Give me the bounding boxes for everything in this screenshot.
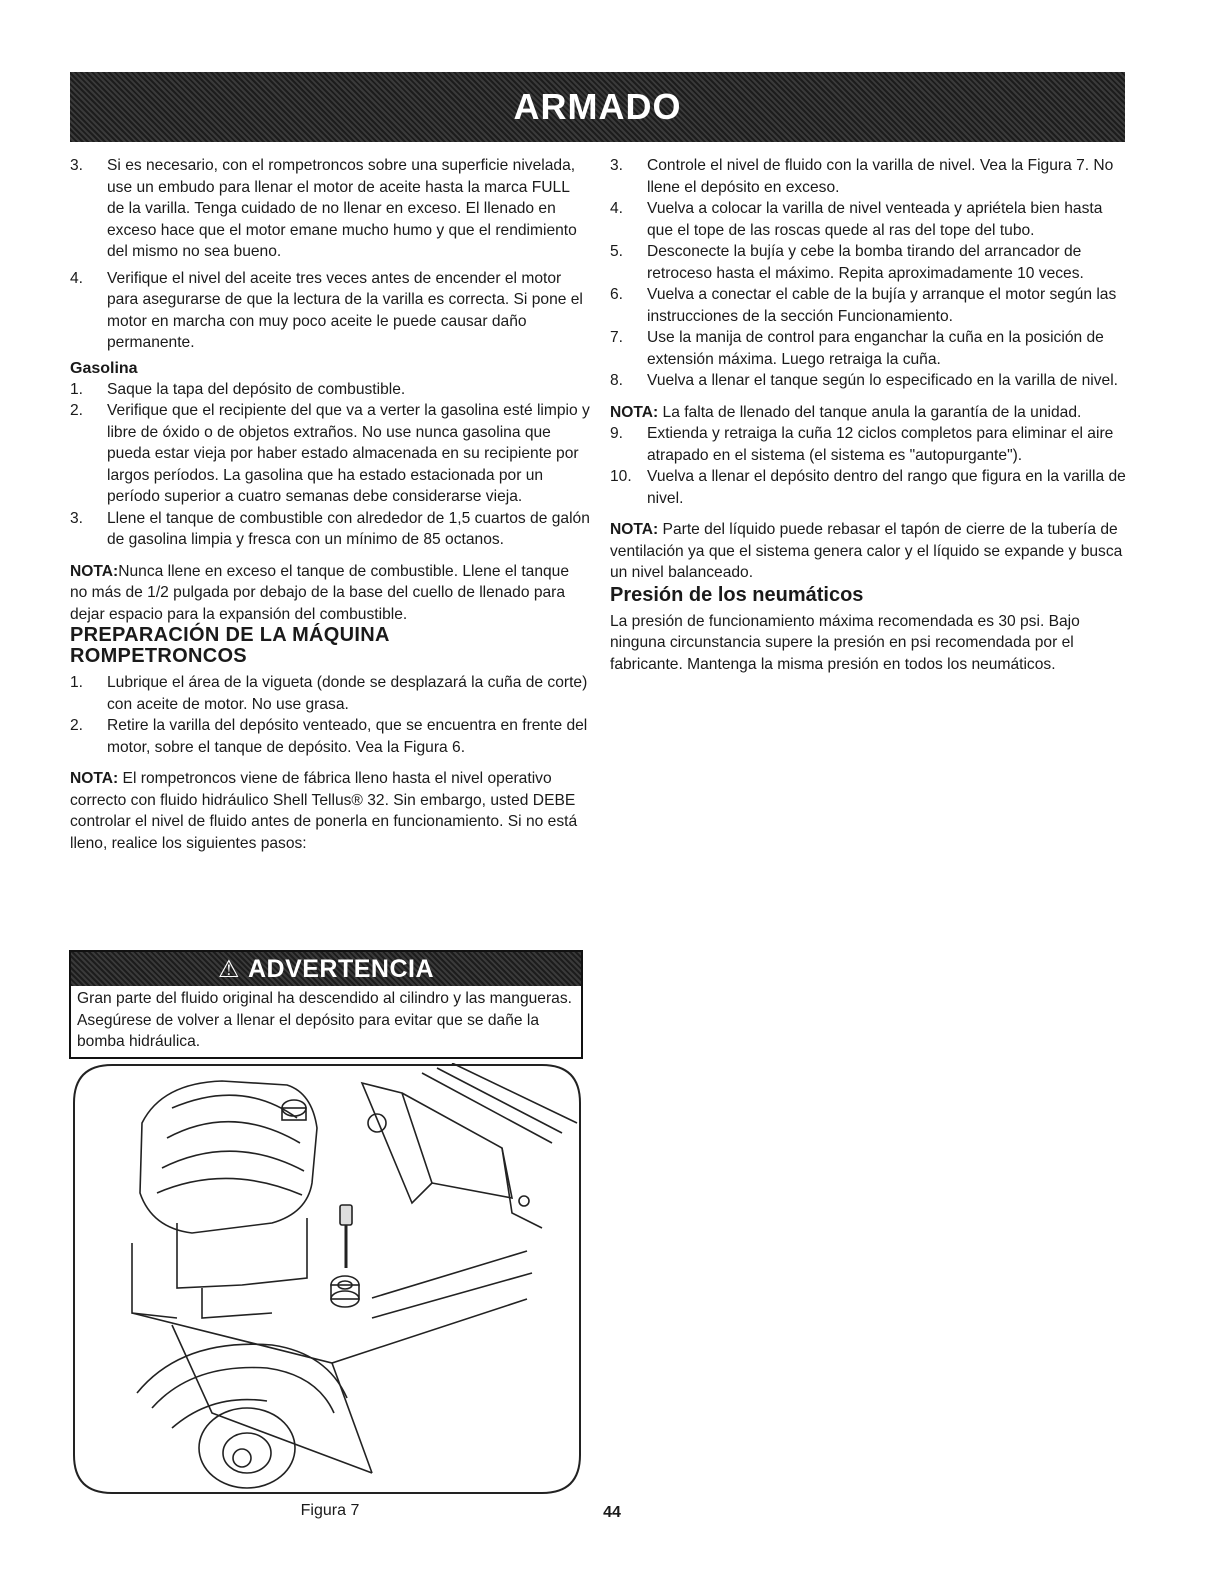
item-number: 1.: [70, 674, 84, 691]
warning-text: Gran parte del fluido original ha descendido al cilindro y las mangueras. Asegúrese de volver a llenar el depósito para evitar que se dañe la bomba hidráulica.: [77, 990, 572, 1050]
presion-heading: Presión de los neumáticos: [610, 583, 864, 606]
list-item: [610, 370, 1130, 392]
item-text: Vuelva a conectar el cable de la bujía y arranque el motor según las instrucciones de la sección Funcionamiento.: [647, 286, 1117, 325]
gasolina-heading: Gasolina: [70, 359, 138, 377]
figure-7-illustration: [72, 1063, 584, 1495]
list-item: [70, 379, 590, 401]
section-banner: [70, 72, 1125, 142]
list-item: [70, 715, 590, 758]
item-number: 6.: [610, 286, 624, 303]
left-column: [70, 155, 590, 854]
note-paragraph: [610, 519, 1130, 584]
page-number: 44: [603, 1504, 621, 1521]
log-splitter-dipstick-drawing: [72, 1063, 584, 1495]
list-item: [610, 198, 1130, 241]
item-number: 8.: [610, 372, 624, 389]
item-text: Vuelva a llenar el depósito dentro del rango que figura en la varilla de nivel.: [647, 468, 1126, 507]
note-label: NOTA:: [70, 770, 119, 787]
item-number: 3.: [610, 157, 624, 174]
list-item: [610, 284, 1130, 327]
item-text: Vuelva a colocar la varilla de nivel venteada y apriétela bien hasta que el tope de las roscas quede al ras del tope del tubo.: [647, 200, 1103, 239]
note-text: El rompetroncos viene de fábrica lleno hasta el nivel operativo correcto con fluido hidráulico Shell Tellus® 32. Sin embargo, usted DEBE controlar el nivel de fluido antes de ponerla en funcionamiento. Si no está lleno, realice los siguientes pasos:: [70, 770, 578, 852]
list-item: [70, 508, 590, 551]
figure-caption: Figura 7: [300, 1502, 360, 1519]
item-number: 10.: [610, 468, 632, 485]
note-text: Nunca llene en exceso el tanque de combustible. Llene el tanque no más de 1/2 pulgada por debajo de la base del cuello de llenado para dejar espacio para la expansión del combustible.: [70, 562, 570, 623]
note-label: NOTA:: [610, 521, 659, 538]
list-item: [70, 400, 590, 508]
item-number: 5.: [610, 243, 624, 260]
list-item: [70, 268, 590, 354]
list-item: [610, 466, 1130, 509]
item-text: Retire la varilla del depósito venteado, que se encuentra en frente del motor, sobre el tanque de depósito. Vea la Figura 6.: [107, 717, 588, 756]
prep-heading-line1: PREPARACIÓN DE LA MÁQUINA: [70, 624, 390, 646]
item-number: 2.: [70, 402, 84, 419]
warning-title: ADVERTENCIA: [247, 954, 435, 983]
item-text: Verifique que el recipiente del que va a verter la gasolina esté limpio y libre de óxido o de objetos extraños. No use nunca gasolina que pueda estar vieja por haber estado almacenada en su recipiente por largos períodos. La gasolina que ha estado estacionada por un período superior a cuatro semanas debe considerarse vieja.: [107, 402, 590, 505]
item-number: 1.: [70, 380, 84, 398]
list-item: [70, 155, 590, 263]
item-text: Saque la tapa del depósito de combustible.: [107, 380, 406, 398]
warning-box: [69, 950, 583, 1059]
item-number: 3.: [70, 509, 84, 527]
item-number: 7.: [610, 329, 624, 346]
warning-triangle-icon: ⚠: [217, 955, 240, 983]
note-text: La falta de llenado del tanque anula la garantía de la unidad.: [658, 403, 1082, 421]
item-text: Use la manija de control para enganchar la cuña en la posición de extensión máxima. Luego retraiga la cuña.: [647, 329, 1104, 368]
list-item: [610, 423, 1130, 466]
note-text: Parte del líquido puede rebasar el tapón de cierre de la tubería de ventilación ya que el sistema genera calor y el líquido se expande y busca un nivel balanceado.: [610, 521, 1123, 581]
item-text: Vuelva a llenar el tanque según lo especificado en la varilla de nivel.: [647, 372, 1119, 389]
item-text: Desconecte la bujía y cebe la bomba tirando del arrancador de retroceso hasta el máximo. Repita aproximadamente 10 veces.: [647, 243, 1084, 282]
item-text: Controle el nivel de fluido con la varilla de nivel. Vea la Figura 7. No llene el depósito en exceso.: [647, 157, 1114, 196]
warning-header: [71, 952, 581, 986]
presion-paragraph: La presión de funcionamiento máxima recomendada es 30 psi. Bajo ninguna circunstancia supere la presión en psi recomendada por el fabricante. Mantenga la misma presión en todos los neumáticos.: [610, 612, 1080, 673]
note-label: NOTA:: [70, 562, 119, 580]
list-item: [610, 155, 1130, 198]
prep-heading-line2: ROMPETRONCOS: [70, 645, 247, 667]
list-item: [610, 327, 1130, 370]
item-text: Extienda y retraiga la cuña 12 ciclos completos para eliminar el aire atrapado en el sistema (el sistema es "autopurgante").: [647, 425, 1114, 464]
item-text: Verifique el nivel del aceite tres veces antes de encender el motor para asegurarse de que la lectura de la varilla es correcta. Si pone el motor en marcha con muy poco aceite le puede causar daño permanente.: [107, 269, 583, 351]
item-text: Lubrique el área de la vigueta (donde se desplazará la cuña de corte) con aceite de motor. No use grasa.: [107, 674, 588, 713]
item-text: Si es necesario, con el rompetroncos sobre una superficie nivelada, use un embudo para llenar el motor de aceite hasta la marca FULL de la varilla. Tenga cuidado de no llenar en exceso. El llenado en exceso hace que el motor emane mucho humo y que el rendimiento del mismo no sea bueno.: [107, 157, 577, 260]
item-number: 9.: [610, 425, 624, 442]
item-number: 4.: [70, 269, 84, 287]
note-label: NOTA:: [610, 403, 659, 421]
item-text: Llene el tanque de combustible con alrededor de 1,5 cuartos de galón de gasolina limpia y fresca con un mínimo de 85 octanos.: [107, 509, 590, 548]
list-item: [70, 672, 590, 715]
item-number: 2.: [70, 717, 84, 734]
note-paragraph: [610, 402, 1130, 424]
item-number: 3.: [70, 157, 84, 174]
note-paragraph: [70, 768, 590, 854]
note-paragraph: [70, 561, 590, 626]
right-column: [610, 155, 1130, 675]
item-number: 4.: [610, 200, 624, 217]
section-title: ARMADO: [513, 86, 682, 127]
list-item: [610, 241, 1130, 284]
